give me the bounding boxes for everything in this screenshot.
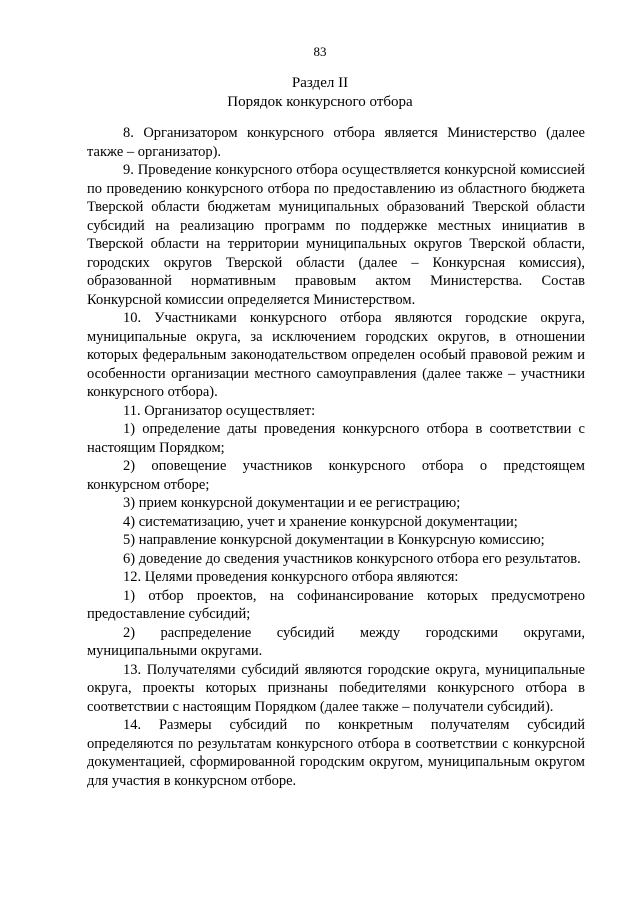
- paragraph-8: 8. Организатором конкурсного отбора является Министерство (далее также – организатор).: [87, 125, 585, 160]
- list-item-11-4: 4) систематизацию, учет и хранение конкурсной документации;: [123, 513, 518, 530]
- paragraph-14: 14. Размеры субсидий по конкретным получателям субсидий определяются по результатам конкурсного отбора в соответствии с конкурсной документацией, сформированной городским округом, муниципальным округом для участия в конкурсном отборе.: [87, 717, 585, 789]
- list-item-11-6: 6) доведение до сведения участников конкурсного отбора его результатов.: [123, 550, 581, 567]
- list-item-11-5: 5) направление конкурсной документации в Конкурсную комиссию;: [123, 532, 545, 548]
- paragraph-10: 10. Участниками конкурсного отбора являются городские округа, муниципальные округа, за исключением городских округов, в отношении которых федеральным законодательством определен особый правовой режим и особенности организации местного самоуправления (далее также – участники конкурсного отбора).: [87, 310, 585, 400]
- list-item-11-3: 3) прием конкурсной документации и ее регистрацию;: [123, 495, 461, 511]
- page-number: 83: [313, 44, 327, 59]
- list-item-11-1: 1) определение даты проведения конкурсного отбора в соответствии с настоящим Порядком;: [87, 421, 585, 456]
- paragraph-13: 13. Получателями субсидий являются городские округа, муниципальные округа, проекты которых признаны победителями конкурсного отбора в соответствии с настоящим Порядком (далее также – получатели субсидий).: [87, 661, 585, 715]
- paragraph-12: 12. Целями проведения конкурсного отбора являются:: [123, 569, 459, 585]
- list-item-11-2: 2) оповещение участников конкурсного отбора о предстоящем конкурсном отборе;: [87, 458, 585, 493]
- list-item-12-2: 2) распределение субсидий между городскими округами, муниципальными округами.: [87, 624, 585, 659]
- document-body: [87, 124, 585, 790]
- section-subtitle: Порядок конкурсного отбора: [227, 94, 413, 110]
- paragraph-9: 9. Проведение конкурсного отбора осуществляется конкурсной комиссией по проведению конкурсного отбора по предоставлению из областного бюджета Тверской области бюджетам муниципальных образований Тверской области субсидий на реализацию программ по поддержке местных инициатив в Тверской области на территории муниципальных округов Тверской области, городских округов Тверской области (далее – Конкурсная комиссия), образованной нормативным правовым актом Министерства. Состав Конкурсной комиссии определяется Министерством.: [87, 162, 585, 308]
- list-item-12-1: 1) отбор проектов, на софинансирование которых предусмотрено предоставление субсидий;: [87, 587, 585, 622]
- paragraph-11: 11. Организатор осуществляет:: [123, 402, 316, 419]
- section-title: Раздел II: [291, 75, 349, 91]
